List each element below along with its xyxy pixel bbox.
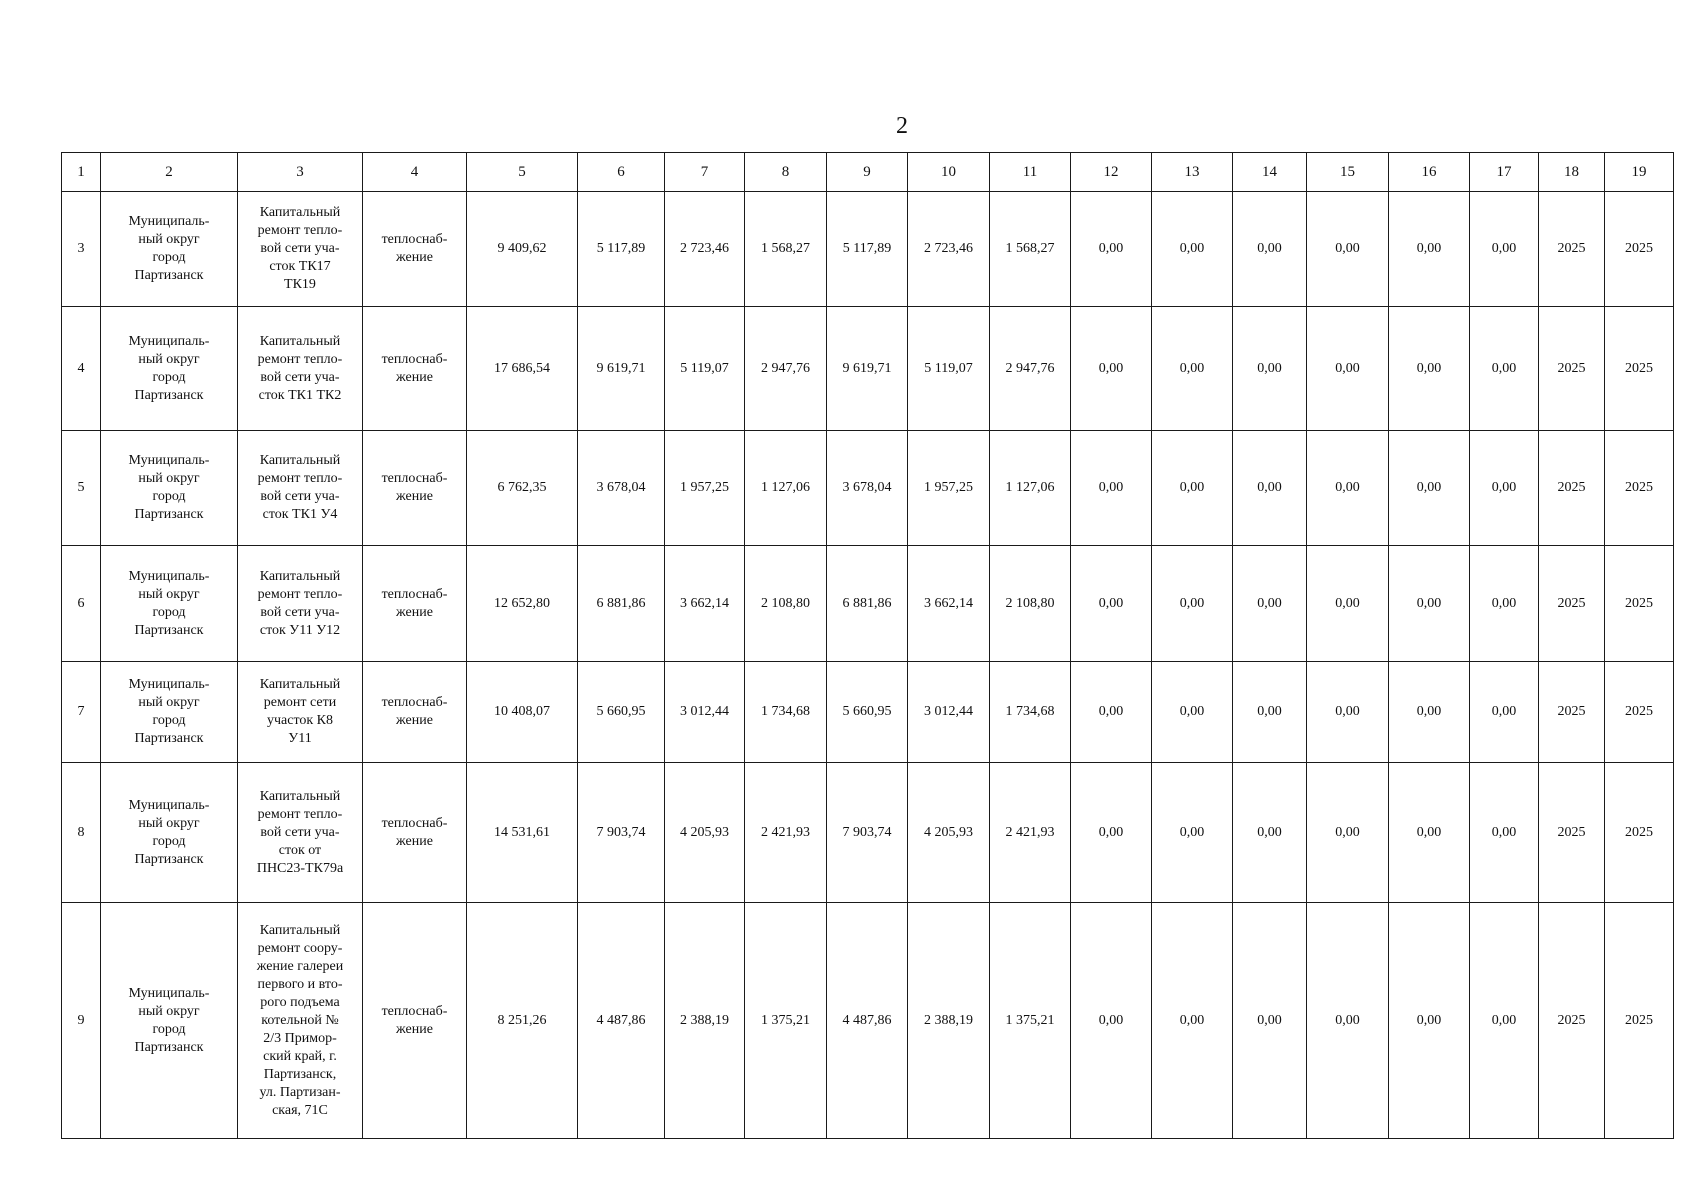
amount-cell: 0,00	[1233, 763, 1307, 903]
amount-cell: 0,00	[1233, 546, 1307, 662]
year-cell: 2025	[1605, 192, 1674, 307]
amount-cell: 0,00	[1152, 903, 1233, 1139]
column-number-cell: 10	[908, 153, 990, 192]
amount-cell: 0,00	[1307, 307, 1389, 431]
work-description-cell: Капитальный ремонт тепло- вой сети уча- сток У11 У12	[238, 546, 363, 662]
year-cell: 2025	[1539, 192, 1605, 307]
amount-cell: 4 205,93	[908, 763, 990, 903]
amount-cell: 14 531,61	[467, 763, 578, 903]
amount-cell: 0,00	[1071, 307, 1152, 431]
table-row	[62, 662, 1674, 763]
amount-cell: 0,00	[1233, 662, 1307, 763]
amount-cell: 5 660,95	[827, 662, 908, 763]
amount-cell: 0,00	[1233, 431, 1307, 546]
municipality-cell: Муниципаль- ный округ город Партизанск	[101, 431, 238, 546]
row-number-cell: 6	[62, 546, 101, 662]
amount-cell: 0,00	[1071, 546, 1152, 662]
municipality-cell: Муниципаль- ный округ город Партизанск	[101, 763, 238, 903]
column-number-cell: 15	[1307, 153, 1389, 192]
column-number-cell: 11	[990, 153, 1071, 192]
amount-cell: 1 957,25	[665, 431, 745, 546]
amount-cell: 1 375,21	[745, 903, 827, 1139]
amount-cell: 0,00	[1389, 307, 1470, 431]
amount-cell: 0,00	[1233, 903, 1307, 1139]
amount-cell: 0,00	[1071, 662, 1152, 763]
row-number-cell: 8	[62, 763, 101, 903]
municipality-cell: Муниципаль- ный округ город Партизанск	[101, 662, 238, 763]
year-cell: 2025	[1539, 763, 1605, 903]
amount-cell: 6 881,86	[827, 546, 908, 662]
amount-cell: 3 678,04	[827, 431, 908, 546]
amount-cell: 0,00	[1470, 546, 1539, 662]
amount-cell: 2 108,80	[990, 546, 1071, 662]
row-number-cell: 5	[62, 431, 101, 546]
column-number-cell: 1	[62, 153, 101, 192]
utility-type-cell: теплоснаб- жение	[363, 307, 467, 431]
amount-cell: 9 619,71	[827, 307, 908, 431]
amount-cell: 6 762,35	[467, 431, 578, 546]
amount-cell: 0,00	[1233, 307, 1307, 431]
work-description-cell: Капитальный ремонт соору- жение галереи первого и вто- рого подъема котельной № 2/3 Примор- ский край, г. Партизанск, ул. Партизан- ская, 71С	[238, 903, 363, 1139]
amount-cell: 1 957,25	[908, 431, 990, 546]
column-number-cell: 7	[665, 153, 745, 192]
utility-type-cell: теплоснаб- жение	[363, 662, 467, 763]
amount-cell: 1 127,06	[990, 431, 1071, 546]
year-cell: 2025	[1539, 662, 1605, 763]
amount-cell: 0,00	[1071, 431, 1152, 546]
amount-cell: 1 734,68	[745, 662, 827, 763]
amount-cell: 0,00	[1152, 307, 1233, 431]
utility-type-cell: теплоснаб- жение	[363, 763, 467, 903]
row-number-cell: 9	[62, 903, 101, 1139]
amount-cell: 5 117,89	[578, 192, 665, 307]
amount-cell: 9 409,62	[467, 192, 578, 307]
column-number-cell: 17	[1470, 153, 1539, 192]
column-number-cell: 6	[578, 153, 665, 192]
amount-cell: 4 487,86	[827, 903, 908, 1139]
capital-repair-table	[61, 152, 1674, 1139]
amount-cell: 2 421,93	[990, 763, 1071, 903]
amount-cell: 0,00	[1470, 307, 1539, 431]
row-number-cell: 7	[62, 662, 101, 763]
municipality-cell: Муниципаль- ный округ город Партизанск	[101, 903, 238, 1139]
column-number-cell: 16	[1389, 153, 1470, 192]
amount-cell: 4 205,93	[665, 763, 745, 903]
column-number-cell: 3	[238, 153, 363, 192]
amount-cell: 3 012,44	[665, 662, 745, 763]
amount-cell: 7 903,74	[827, 763, 908, 903]
amount-cell: 0,00	[1152, 662, 1233, 763]
work-description-cell: Капитальный ремонт тепло- вой сети уча- сток ТК17 ТК19	[238, 192, 363, 307]
amount-cell: 2 947,76	[990, 307, 1071, 431]
table-row	[62, 192, 1674, 307]
amount-cell: 2 723,46	[665, 192, 745, 307]
amount-cell: 12 652,80	[467, 546, 578, 662]
year-cell: 2025	[1605, 431, 1674, 546]
amount-cell: 3 012,44	[908, 662, 990, 763]
utility-type-cell: теплоснаб- жение	[363, 431, 467, 546]
amount-cell: 0,00	[1071, 903, 1152, 1139]
amount-cell: 1 127,06	[745, 431, 827, 546]
work-description-cell: Капитальный ремонт тепло- вой сети уча- сток от ПНС23-ТК79а	[238, 763, 363, 903]
year-cell: 2025	[1605, 307, 1674, 431]
amount-cell: 2 723,46	[908, 192, 990, 307]
year-cell: 2025	[1539, 431, 1605, 546]
table-row	[62, 431, 1674, 546]
column-number-cell: 19	[1605, 153, 1674, 192]
year-cell: 2025	[1539, 307, 1605, 431]
amount-cell: 0,00	[1071, 763, 1152, 903]
column-number-cell: 18	[1539, 153, 1605, 192]
utility-type-cell: теплоснаб- жение	[363, 903, 467, 1139]
amount-cell: 0,00	[1152, 763, 1233, 903]
amount-cell: 0,00	[1470, 763, 1539, 903]
column-number-cell: 12	[1071, 153, 1152, 192]
amount-cell: 0,00	[1307, 662, 1389, 763]
amount-cell: 2 947,76	[745, 307, 827, 431]
work-description-cell: Капитальный ремонт сети участок К8 У11	[238, 662, 363, 763]
amount-cell: 5 117,89	[827, 192, 908, 307]
amount-cell: 8 251,26	[467, 903, 578, 1139]
column-number-cell: 14	[1233, 153, 1307, 192]
amount-cell: 0,00	[1389, 763, 1470, 903]
table-row	[62, 307, 1674, 431]
column-number-cell: 4	[363, 153, 467, 192]
municipality-cell: Муниципаль- ный округ город Партизанск	[101, 192, 238, 307]
amount-cell: 5 119,07	[665, 307, 745, 431]
municipality-cell: Муниципаль- ный округ город Партизанск	[101, 307, 238, 431]
amount-cell: 2 388,19	[908, 903, 990, 1139]
amount-cell: 0,00	[1152, 192, 1233, 307]
amount-cell: 1 734,68	[990, 662, 1071, 763]
amount-cell: 1 568,27	[990, 192, 1071, 307]
year-cell: 2025	[1605, 662, 1674, 763]
work-description-cell: Капитальный ремонт тепло- вой сети уча- сток ТК1 ТК2	[238, 307, 363, 431]
page-number: 2	[896, 113, 908, 139]
amount-cell: 2 421,93	[745, 763, 827, 903]
amount-cell: 0,00	[1071, 192, 1152, 307]
column-number-cell: 13	[1152, 153, 1233, 192]
utility-type-cell: теплоснаб- жение	[363, 546, 467, 662]
table-row	[62, 763, 1674, 903]
column-number-cell: 8	[745, 153, 827, 192]
amount-cell: 2 108,80	[745, 546, 827, 662]
amount-cell: 1 375,21	[990, 903, 1071, 1139]
amount-cell: 2 388,19	[665, 903, 745, 1139]
year-cell: 2025	[1539, 903, 1605, 1139]
amount-cell: 6 881,86	[578, 546, 665, 662]
row-number-cell: 4	[62, 307, 101, 431]
table-row	[62, 546, 1674, 662]
amount-cell: 0,00	[1470, 662, 1539, 763]
amount-cell: 3 662,14	[908, 546, 990, 662]
amount-cell: 3 678,04	[578, 431, 665, 546]
column-number-cell: 5	[467, 153, 578, 192]
amount-cell: 0,00	[1389, 192, 1470, 307]
amount-cell: 0,00	[1389, 546, 1470, 662]
amount-cell: 0,00	[1152, 431, 1233, 546]
row-number-cell: 3	[62, 192, 101, 307]
amount-cell: 10 408,07	[467, 662, 578, 763]
amount-cell: 7 903,74	[578, 763, 665, 903]
utility-type-cell: теплоснаб- жение	[363, 192, 467, 307]
amount-cell: 0,00	[1307, 431, 1389, 546]
year-cell: 2025	[1605, 903, 1674, 1139]
amount-cell: 5 119,07	[908, 307, 990, 431]
year-cell: 2025	[1605, 763, 1674, 903]
column-number-cell: 9	[827, 153, 908, 192]
amount-cell: 0,00	[1307, 763, 1389, 903]
amount-cell: 0,00	[1470, 903, 1539, 1139]
amount-cell: 0,00	[1470, 192, 1539, 307]
work-description-cell: Капитальный ремонт тепло- вой сети уча- сток ТК1 У4	[238, 431, 363, 546]
amount-cell: 0,00	[1307, 903, 1389, 1139]
year-cell: 2025	[1605, 546, 1674, 662]
amount-cell: 0,00	[1389, 662, 1470, 763]
municipality-cell: Муниципаль- ный округ город Партизанск	[101, 546, 238, 662]
amount-cell: 0,00	[1152, 546, 1233, 662]
table-row	[62, 903, 1674, 1139]
column-number-row	[62, 153, 1674, 192]
amount-cell: 5 660,95	[578, 662, 665, 763]
amount-cell: 9 619,71	[578, 307, 665, 431]
amount-cell: 1 568,27	[745, 192, 827, 307]
amount-cell: 17 686,54	[467, 307, 578, 431]
amount-cell: 0,00	[1307, 192, 1389, 307]
amount-cell: 0,00	[1389, 903, 1470, 1139]
amount-cell: 0,00	[1307, 546, 1389, 662]
year-cell: 2025	[1539, 546, 1605, 662]
amount-cell: 3 662,14	[665, 546, 745, 662]
column-number-cell: 2	[101, 153, 238, 192]
amount-cell: 0,00	[1470, 431, 1539, 546]
amount-cell: 4 487,86	[578, 903, 665, 1139]
amount-cell: 0,00	[1233, 192, 1307, 307]
amount-cell: 0,00	[1389, 431, 1470, 546]
